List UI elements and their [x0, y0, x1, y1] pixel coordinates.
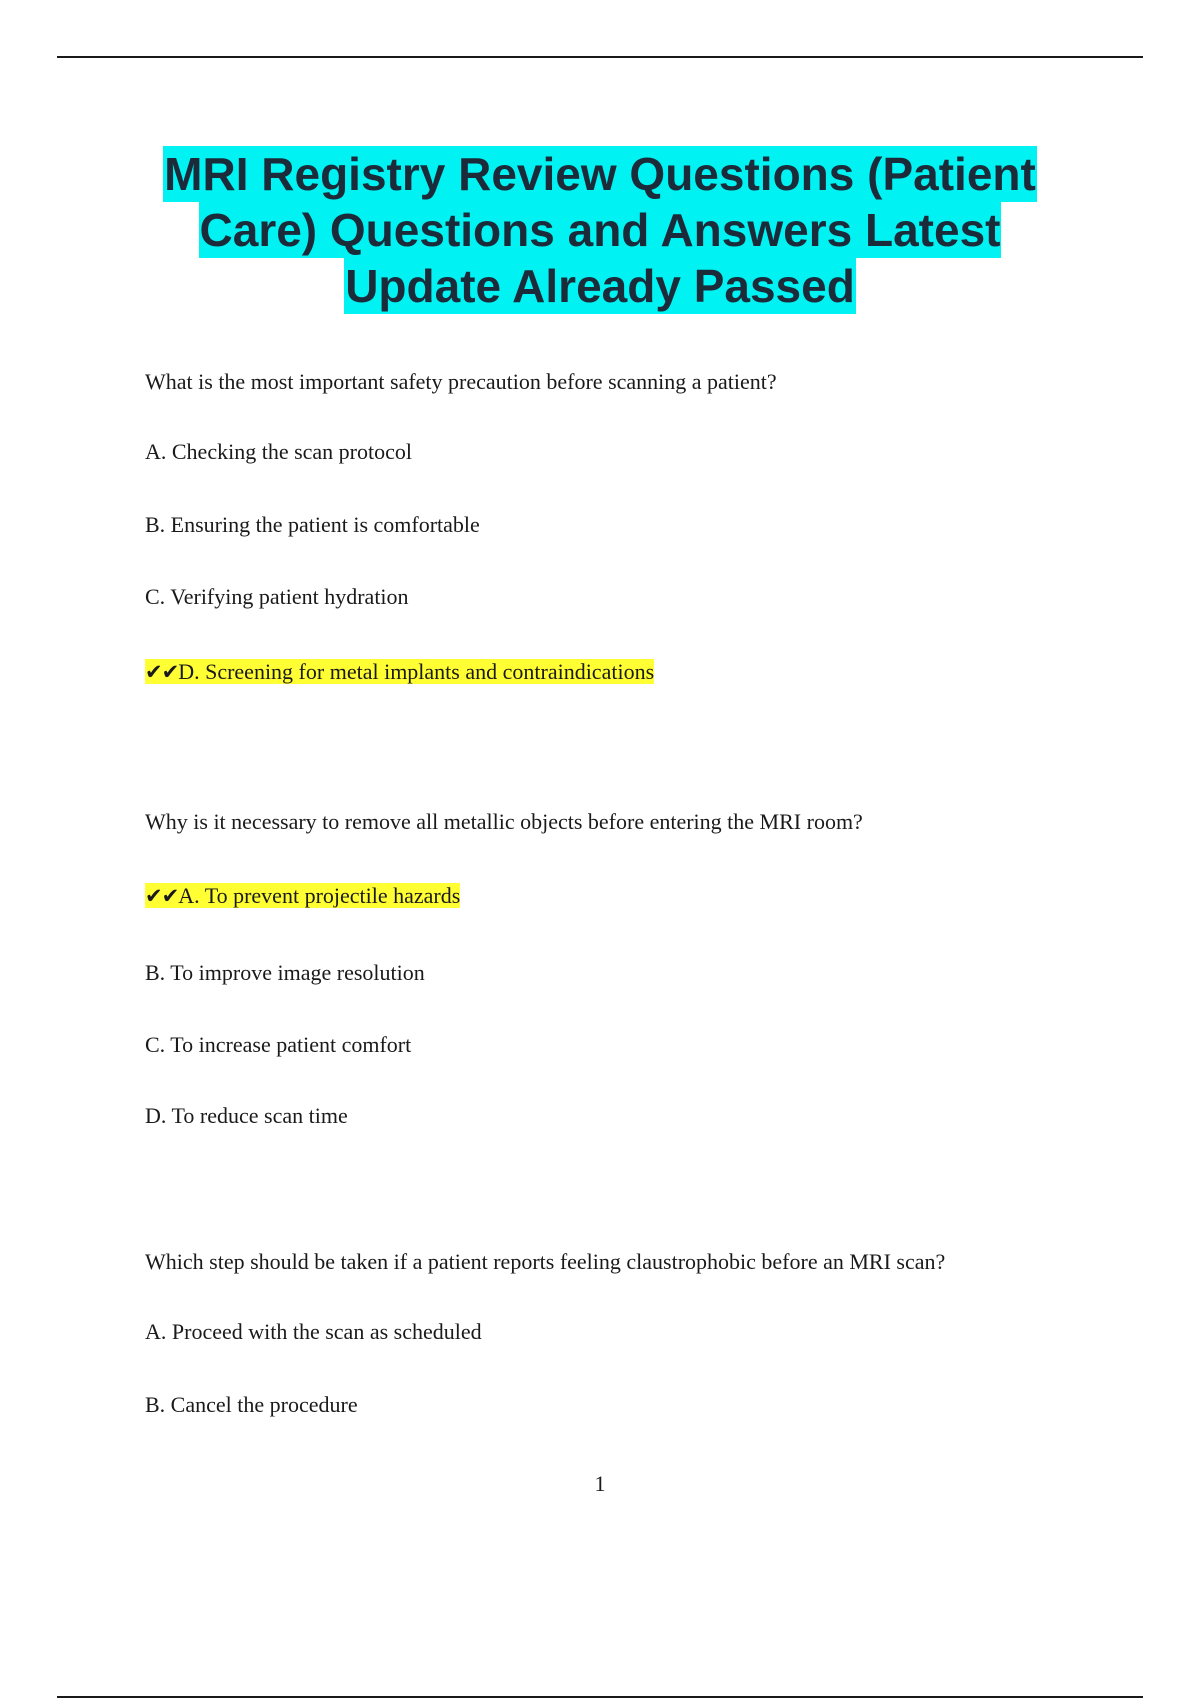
check-mark-icon: ✔✔ — [145, 884, 179, 908]
answer-highlight — [145, 659, 654, 684]
title-line: Care) Questions and Answers Latest — [199, 204, 1001, 256]
correct-answer-text: D. Screening for metal implants and contraindications — [178, 659, 655, 684]
correct-answer-text: A. To prevent projectile hazards — [178, 883, 461, 908]
question-2-text: Why is it necessary to remove all metallic objects before entering the MRI room? — [145, 809, 863, 834]
question-1-text: What is the most important safety precaution before scanning a patient? — [145, 369, 777, 394]
question-1-option-a: A. Checking the scan protocol — [145, 439, 412, 464]
question-3-option-a: A. Proceed with the scan as scheduled — [145, 1319, 482, 1344]
title-line: MRI Registry Review Questions (Patient — [164, 148, 1036, 200]
check-mark-icon: ✔✔ — [145, 660, 179, 684]
question-2-option-b: B. To improve image resolution — [145, 960, 425, 985]
answer-highlight — [145, 883, 460, 908]
page-number: 1 — [594, 1471, 606, 1496]
document-title — [60, 146, 1140, 314]
question-2-option-a-correct — [145, 882, 460, 910]
question-3-option-b: B. Cancel the procedure — [145, 1392, 358, 1417]
question-1-option-d-correct — [145, 658, 654, 686]
question-1-option-b: B. Ensuring the patient is comfortable — [145, 512, 480, 537]
title-line: Update Already Passed — [345, 260, 855, 312]
question-2-option-c: C. To increase patient comfort — [145, 1032, 412, 1057]
question-3-text: Which step should be taken if a patient reports feeling claustrophobic before an MRI scan? — [145, 1249, 946, 1274]
header-rule — [57, 56, 1143, 58]
footer-rule — [57, 1696, 1143, 1698]
question-2-option-d: D. To reduce scan time — [145, 1103, 348, 1128]
question-1-option-c: C. Verifying patient hydration — [145, 584, 409, 609]
